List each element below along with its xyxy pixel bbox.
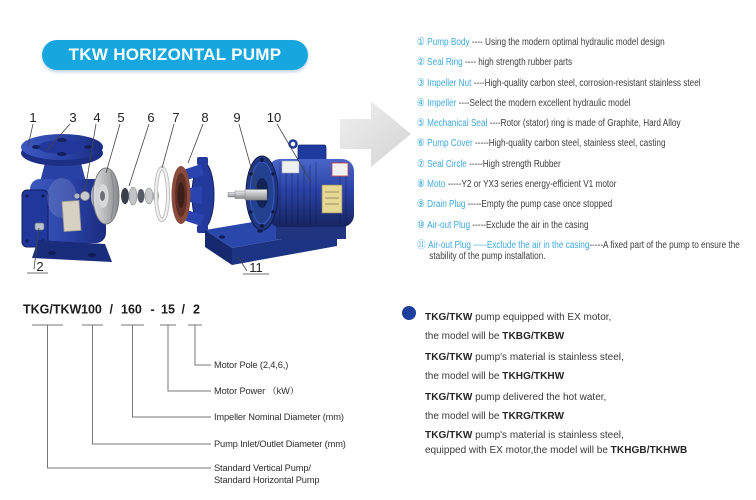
part-name: Impeller Nut <box>427 77 472 89</box>
diagram-part-number: 6 <box>147 110 155 125</box>
parts-list-item <box>417 57 756 69</box>
note-line: the model will be TKBG/TKBW <box>425 331 565 342</box>
pump-cover-illustration <box>172 157 215 233</box>
circled-number: ⑥ <box>417 137 425 150</box>
part-description: ----Rotor (stator) ring is made of Graphite, Hard Alloy <box>487 118 681 130</box>
model-variant-notes <box>425 308 687 458</box>
model-code-nomenclature <box>0 290 400 500</box>
note-line: TKG/TKW pump delivered the hot water, <box>425 392 607 403</box>
part-description: ----High-quality carbon steel, corrosion-resistant stainless steel <box>471 77 701 89</box>
diagram-part-number: 9 <box>233 110 241 125</box>
diagram-part-number: 10 <box>266 110 282 125</box>
note-bullet-icon <box>402 306 416 320</box>
model-code-segment: 2 <box>193 302 200 317</box>
model-code-segment: - <box>150 302 155 317</box>
diagram-part-number: 8 <box>201 110 209 125</box>
part-name: Mechanical Seal <box>427 118 488 130</box>
nomenclature-label: Standard Vertical Pump/ <box>214 463 311 473</box>
nomenclature-label: Motor Pole (2,4,6,) <box>214 360 289 370</box>
part-name: Pump Body <box>427 37 470 48</box>
nomenclature-label: Motor Power （kW） <box>214 386 299 396</box>
part-description: -----Empty the pump case once stopped <box>465 199 613 211</box>
diagram-part-number: 1 <box>29 110 37 125</box>
note-pair <box>425 428 687 458</box>
circled-number: ⑪ <box>417 238 426 251</box>
parts-list-item <box>417 98 756 110</box>
diagram-part-number: 11 <box>249 260 263 275</box>
circled-number: ④ <box>417 96 425 109</box>
note-pair <box>425 308 687 346</box>
note-line: the model will be TKRG/TKRW <box>425 411 565 422</box>
parts-list-item <box>417 138 756 150</box>
part-name: Impeller <box>427 97 457 109</box>
page-title: TKW HORIZONTAL PUMP <box>68 45 282 64</box>
model-code-segment: / <box>109 302 113 317</box>
nomenclature-label: Standard Horizontal Pump <box>214 475 320 485</box>
circled-number: ⑨ <box>417 198 425 211</box>
circled-number: ① <box>417 36 425 48</box>
right-arrow-icon <box>340 101 411 167</box>
model-code-segment: / <box>181 302 185 317</box>
parts-list-item <box>417 159 756 171</box>
note-line: TKG/TKW pump's material is stainless steel, <box>425 430 624 441</box>
diagram-part-number: 4 <box>93 110 101 125</box>
parts-list-item <box>417 37 756 49</box>
parts-list-item <box>417 179 756 191</box>
parts-list-item <box>417 118 756 130</box>
part-name: Air-out Plug <box>427 219 471 231</box>
diagram-part-number: 7 <box>172 110 180 125</box>
note-pair <box>425 348 687 386</box>
parts-list-item <box>417 78 756 90</box>
nomenclature-label: Pump Inlet/Outlet Diameter (mm) <box>214 439 346 449</box>
part-name: Seal Circle <box>427 158 467 170</box>
parts-list-item <box>417 240 756 263</box>
part-name: Air-out Plug -----Exclude the air in the casing <box>428 239 590 251</box>
parts-list-item <box>417 199 756 211</box>
circled-number: ③ <box>417 76 425 89</box>
exploded-pump-diagram <box>10 95 412 295</box>
nomenclature-labels <box>214 360 346 485</box>
part-description: ---- Using the modern optimal hydraulic model design <box>469 37 665 48</box>
part-name: Drain Plug <box>427 199 466 211</box>
note-pair <box>425 388 687 426</box>
page-title-banner <box>42 40 308 70</box>
note-line: TKG/TKW pump equipped with EX motor, <box>425 312 612 323</box>
diagram-part-number: 2 <box>36 259 44 274</box>
diagram-part-number: 3 <box>69 110 77 125</box>
model-code-segments <box>23 303 200 317</box>
part-name: Moto <box>427 179 446 191</box>
part-description: -----A fixed part of the pump to ensure the stability of the pump installation. <box>429 239 740 263</box>
part-description: -----High-quality carbon steel, stainless steel, casting <box>472 138 666 150</box>
parts-list-item <box>417 220 756 232</box>
nomenclature-lines <box>32 325 211 468</box>
circled-number: ⑤ <box>417 117 425 130</box>
part-description: ---- high strength rubber parts <box>462 57 573 69</box>
mechanical-seal-illustration <box>121 187 159 205</box>
model-code-segment: TKG/TKW <box>23 302 82 317</box>
nomenclature-label: Impeller Nominal Diameter (mm) <box>214 412 344 422</box>
note-line: the model will be TKHG/TKHW <box>425 371 565 382</box>
part-description: -----Y2 or YX3 series energy-efficient V1 motor <box>445 179 617 191</box>
part-name: Pump Cover <box>427 138 473 150</box>
part-description: -----High strength Rubber <box>466 158 561 170</box>
parts-list <box>417 37 756 272</box>
part-description: ----Select the modern excellent hydraulic model <box>456 97 631 109</box>
model-code-segment: 100 <box>81 302 102 317</box>
note-line: TKG/TKW pump's material is stainless steel, <box>425 352 624 363</box>
part-description: -----Exclude the air in the casing <box>470 219 589 231</box>
shaft-illustration <box>228 190 267 201</box>
circled-number: ⑦ <box>417 157 425 170</box>
circled-number: ⑩ <box>417 218 425 231</box>
model-code-segment: 15 <box>161 302 175 317</box>
circled-number: ② <box>417 56 425 69</box>
part-name: Seal Ring <box>427 57 463 69</box>
diagram-part-number: 5 <box>117 110 125 125</box>
circled-number: ⑧ <box>417 178 425 191</box>
model-code-segment: 160 <box>121 302 142 317</box>
seal-circle-illustration <box>156 168 168 220</box>
note-line: equipped with EX motor,the model will be TKHGB/TKHWB <box>425 445 688 456</box>
